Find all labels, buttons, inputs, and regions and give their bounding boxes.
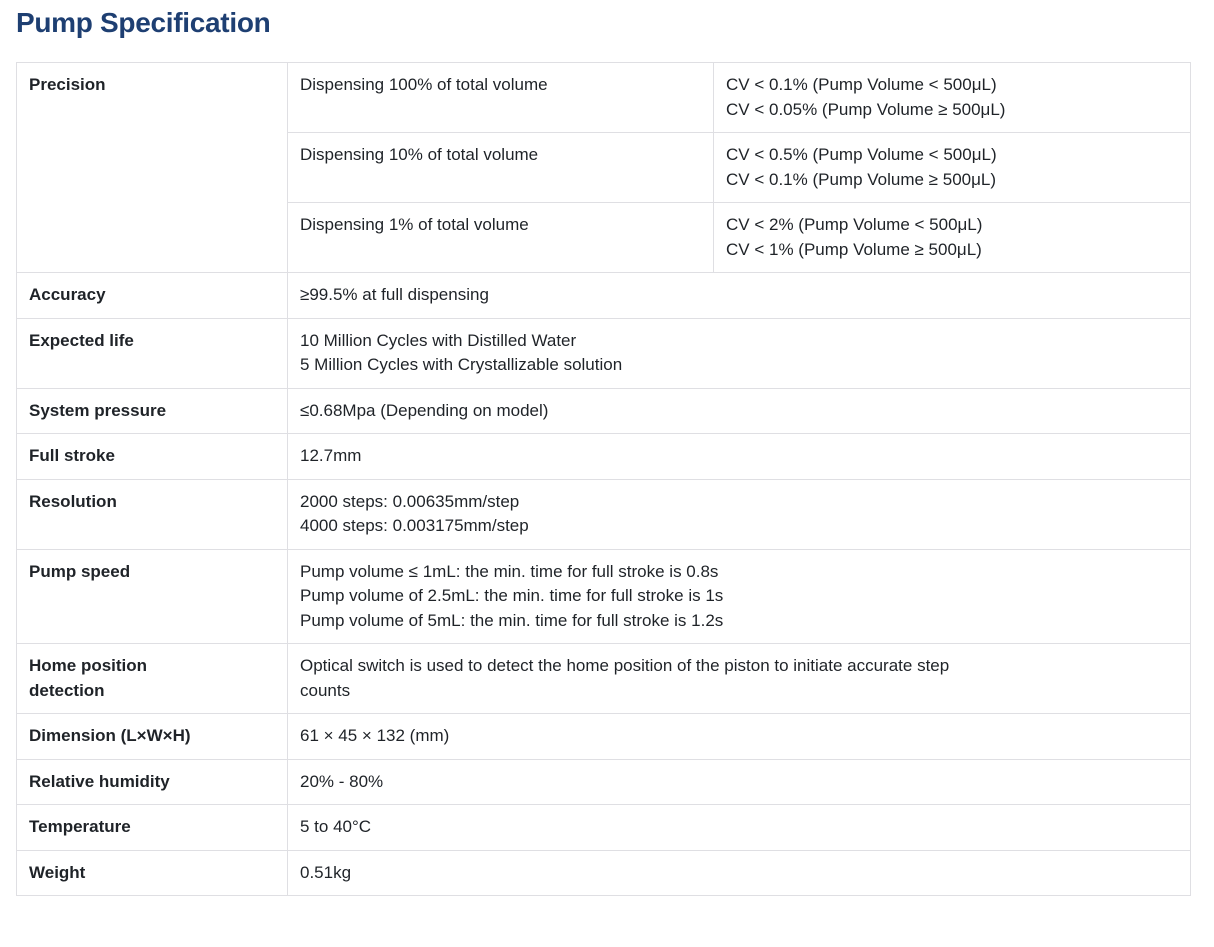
value-line: 5 to 40°C (300, 817, 372, 836)
value-line: 12.7mm (300, 446, 362, 465)
spec-label-relative-humidity (17, 759, 288, 805)
spec-label-text: Pump speed (29, 561, 131, 581)
pump-spec-table (16, 62, 1191, 896)
spec-value-cell (288, 434, 1191, 480)
condition-text: Dispensing 10% of total volume (300, 145, 539, 164)
spec-value-cell (288, 388, 1191, 434)
spec-label-full-stroke (17, 434, 288, 480)
spec-label-text: Relative humidity (29, 771, 170, 791)
spec-label-text: Full stroke (29, 446, 115, 465)
value-line: ≥99.5% at full dispensing (300, 285, 489, 304)
spec-value-cell (288, 644, 1191, 714)
spec-row-weight (17, 850, 1191, 896)
spec-label-text: Precision (29, 75, 106, 94)
spec-label-text: Resolution (29, 491, 117, 511)
spec-value-cell (288, 549, 1191, 644)
spec-value-cell (288, 714, 1191, 760)
value-line: CV < 0.1% (Pump Volume ≥ 500μL) (726, 169, 997, 189)
value-line: Pump volume of 5mL: the min. time for full stroke is 1.2s (300, 610, 724, 630)
spec-row-temperature (17, 805, 1191, 851)
precision-value-cell (714, 133, 1191, 203)
spec-label-text: System pressure (29, 400, 167, 420)
spec-label-pump-speed (17, 549, 288, 644)
page-title: Pump Specification (16, 7, 271, 38)
spec-label-text: Expected life (29, 330, 134, 350)
value-line: 2000 steps: 0.00635mm/step (300, 491, 520, 511)
value-line: CV < 0.5% (Pump Volume < 500μL) (726, 145, 997, 164)
spec-label-text: Temperature (29, 817, 131, 836)
value-line: 4000 steps: 0.003175mm/step (300, 516, 529, 535)
precision-condition-cell (288, 203, 714, 273)
spec-value-cell (288, 805, 1191, 851)
value-line: CV < 2% (Pump Volume < 500μL) (726, 215, 983, 234)
precision-condition-cell (288, 63, 714, 133)
spec-value-cell (288, 318, 1191, 388)
spec-row-expected-life (17, 318, 1191, 388)
value-line: CV < 0.1% (Pump Volume < 500μL) (726, 75, 997, 94)
spec-label-precision (17, 63, 288, 273)
value-line: CV < 0.05% (Pump Volume ≥ 500μL) (726, 99, 1006, 119)
spec-label-text: Dimension (L×W×H) (29, 726, 191, 745)
spec-label-home-position-detection (17, 644, 288, 714)
spec-label-dimension (17, 714, 288, 760)
value-line: ≤0.68Mpa (Depending on model) (300, 400, 549, 420)
spec-label-text: Home position detection (29, 656, 148, 700)
spec-label-system-pressure (17, 388, 288, 434)
spec-value-cell (288, 759, 1191, 805)
spec-row-system-pressure (17, 388, 1191, 434)
spec-label-weight (17, 850, 288, 896)
spec-row-accuracy (17, 273, 1191, 319)
value-line: 20% - 80% (300, 771, 384, 791)
value-line: 5 Million Cycles with Crystallizable solution (300, 355, 623, 374)
spec-label-resolution (17, 479, 288, 549)
value-line: 0.51kg (300, 862, 352, 882)
spec-value-cell (288, 479, 1191, 549)
spec-row-resolution (17, 479, 1191, 549)
spec-value-cell (288, 273, 1191, 319)
precision-value-cell (714, 63, 1191, 133)
spec-row-pump-speed (17, 549, 1191, 644)
spec-label-text: Accuracy (29, 285, 106, 304)
value-line: 10 Million Cycles with Distilled Water (300, 330, 577, 350)
precision-condition-cell (288, 133, 714, 203)
spec-value-cell (288, 850, 1191, 896)
condition-text: Dispensing 100% of total volume (300, 75, 548, 94)
value-line: CV < 1% (Pump Volume ≥ 500μL) (726, 239, 982, 259)
value-line: Pump volume ≤ 1mL: the min. time for full stroke is 0.8s (300, 561, 719, 581)
spec-row-full-stroke (17, 434, 1191, 480)
spec-label-temperature (17, 805, 288, 851)
condition-text: Dispensing 1% of total volume (300, 215, 529, 234)
spec-row-dimension (17, 714, 1191, 760)
spec-row-relative-humidity (17, 759, 1191, 805)
value-line: 61 × 45 × 132 (mm) (300, 726, 450, 745)
value-line: Optical switch is used to detect the home position of the piston to initiate accurate step counts (300, 656, 950, 700)
value-line: Pump volume of 2.5mL: the min. time for full stroke is 1s (300, 586, 724, 605)
spec-label-accuracy (17, 273, 288, 319)
spec-label-expected-life (17, 318, 288, 388)
precision-value-cell (714, 203, 1191, 273)
spec-row-home-position-detection (17, 644, 1191, 714)
precision-row-1 (17, 63, 1191, 133)
spec-label-text: Weight (29, 862, 86, 882)
